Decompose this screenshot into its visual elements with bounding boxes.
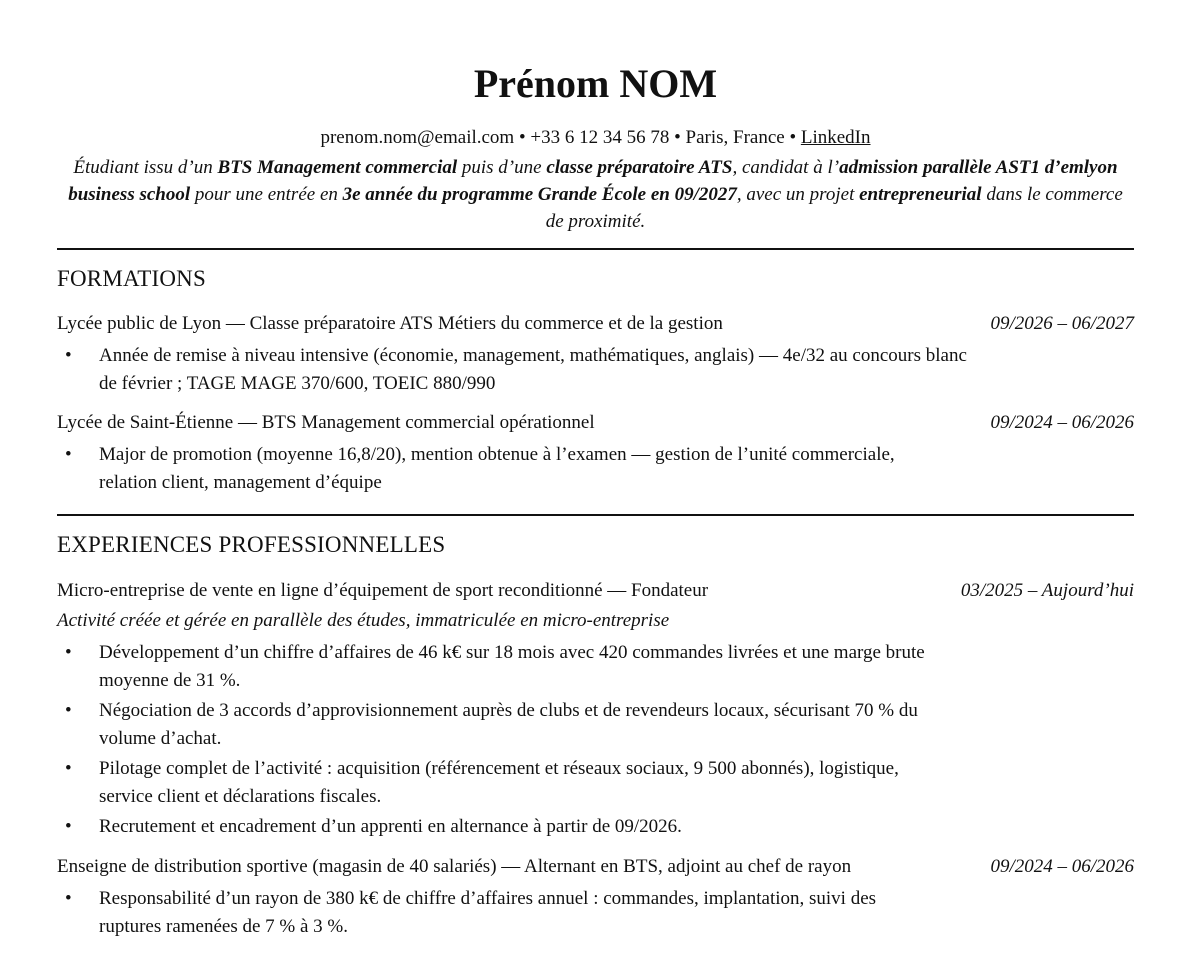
section-title-experiences: EXPERIENCES PROFESSIONNELLES	[57, 532, 446, 557]
section-divider	[57, 514, 1134, 516]
bullet-icon: •	[65, 642, 72, 663]
email-text: prenom.nom@email.com	[320, 127, 515, 148]
bullet-list	[57, 342, 987, 400]
bullet-icon: •	[65, 758, 72, 779]
summary-highlight: classe préparatoire ATS	[546, 157, 733, 178]
summary-text: pour une entrée en	[190, 184, 343, 205]
candidate-name: Prénom NOM	[473, 61, 718, 106]
summary-highlight: 3e année du programme Grande École en 09/2027	[342, 184, 737, 205]
entry-title: Lycée de Saint-Étienne — BTS Management commercial opérationnel	[57, 412, 595, 433]
entry-date: 03/2025 – Aujourd’hui	[960, 580, 1134, 601]
summary-text: puis d’une	[457, 157, 547, 178]
entry-title: Enseigne de distribution sportive (magasin de 40 salariés) — Alternant en BTS, adjoint au chef de rayon	[57, 856, 852, 877]
bullet-text: Négociation de 3 accords d’approvisionnement auprès de clubs et de revendeurs locaux, sécurisant 70 % du volume d’achat.	[99, 700, 918, 749]
summary-text: , avec un projet	[736, 184, 860, 205]
list-item	[57, 697, 957, 753]
entry-subtitle: Activité créée et gérée en parallèle des études, immatriculée en micro-entreprise	[57, 610, 670, 631]
entry-date: 09/2024 – 06/2026	[990, 412, 1134, 433]
bullet-icon: •	[65, 345, 72, 366]
linkedin-link[interactable]: LinkedIn	[800, 127, 871, 148]
entry-date: 09/2026 – 06/2027	[990, 313, 1134, 334]
list-item	[57, 755, 957, 811]
separator: •	[669, 127, 686, 148]
summary-text: dans le commerce de proximité.	[545, 184, 1123, 232]
section-divider	[57, 248, 1134, 250]
list-item	[57, 885, 937, 941]
bullet-text: Pilotage complet de l’activité : acquisition (référencement et réseaux sociaux, 9 500 abonnés), logistique, service client et déclarations fiscales.	[99, 758, 899, 807]
bullet-icon: •	[65, 816, 72, 837]
separator: •	[514, 127, 531, 148]
list-item	[57, 441, 957, 497]
bullet-text: Major de promotion (moyenne 16,8/20), mention obtenue à l’examen — gestion de l’unité commerciale, relation client, management d’équipe	[99, 444, 895, 493]
summary-highlight: admission parallèle AST1 d’emlyon business school	[68, 157, 1118, 205]
list-item	[57, 813, 957, 841]
section-title-formations: FORMATIONS	[57, 266, 206, 291]
bullet-list	[57, 441, 957, 499]
entry-date: 09/2024 – 06/2026	[990, 856, 1134, 877]
bullet-text: Recrutement et encadrement d’un apprenti en alternance à partir de 09/2026.	[99, 816, 682, 837]
separator: •	[784, 127, 801, 148]
summary-text: , candidat à l’	[732, 157, 840, 178]
bullet-list	[57, 885, 937, 943]
summary-highlight: entrepreneurial	[859, 184, 982, 205]
bullet-list	[57, 639, 957, 843]
list-item	[57, 639, 957, 695]
profile-summary	[57, 154, 1134, 235]
bullet-icon: •	[65, 444, 72, 465]
bullet-text: Année de remise à niveau intensive (économie, management, mathématiques, anglais) — 4e/32 au concours blanc de février ; TAGE MAGE 370/600, TOEIC 880/990	[99, 345, 967, 394]
entry-title: Micro-entreprise de vente en ligne d’équipement de sport reconditionné — Fondateur	[57, 580, 709, 601]
list-item	[57, 342, 987, 398]
entry-title: Lycée public de Lyon — Classe préparatoire ATS Métiers du commerce et de la gestion	[57, 313, 723, 334]
bullet-icon: •	[65, 700, 72, 721]
contact-line	[57, 126, 1134, 150]
bullet-text: Développement d’un chiffre d’affaires de 46 k€ sur 18 mois avec 420 commandes livrées et une marge brute moyenne de 31 %.	[99, 642, 925, 691]
bullet-text: Responsabilité d’un rayon de 380 k€ de chiffre d’affaires annuel : commandes, implantation, suivi des ruptures ramenées de 7 % à 3 %.	[99, 888, 877, 937]
summary-text: Étudiant issu d’un	[73, 157, 218, 178]
location-text: Paris, France	[685, 127, 785, 148]
summary-highlight: BTS Management commercial	[217, 157, 458, 178]
bullet-icon: •	[65, 888, 72, 909]
phone-text: +33 6 12 34 56 78	[530, 127, 670, 148]
